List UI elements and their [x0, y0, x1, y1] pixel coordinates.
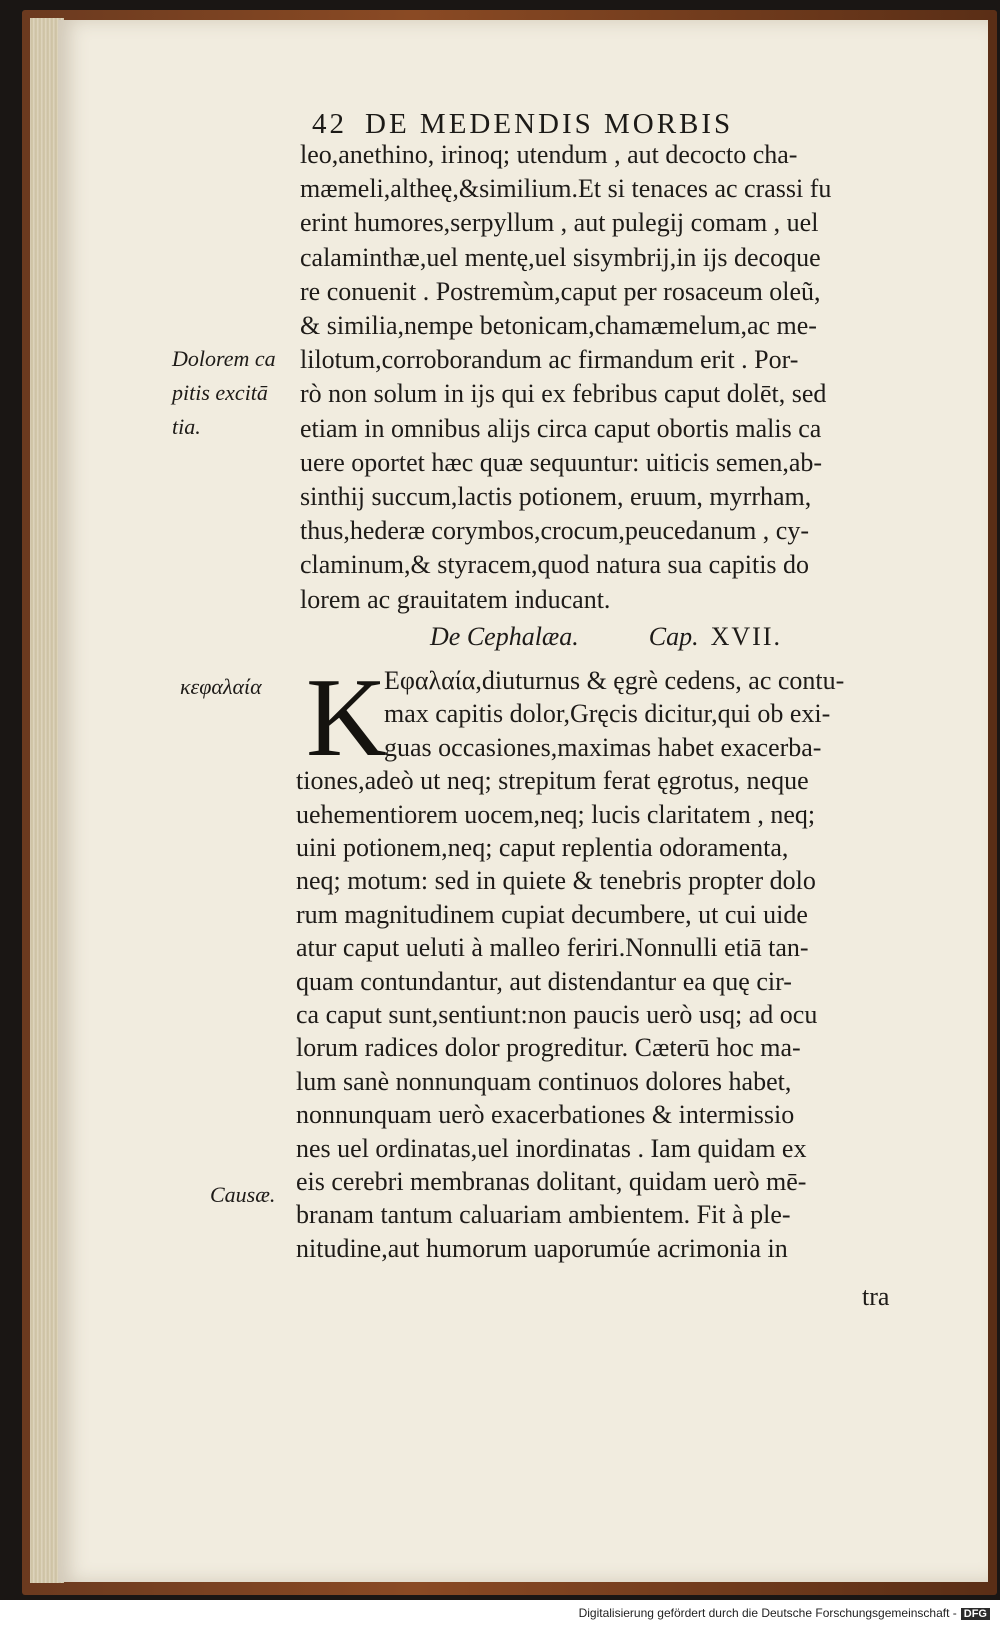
margin-note-causae: Causæ. [210, 1182, 276, 1207]
text-line: erint humores,serpyllum , aut pulegij comam , uel [300, 208, 819, 238]
chapter-title: De Cephalæa. [430, 622, 579, 651]
text-line: nonnunquam uerò exacerbationes & intermissio [296, 1100, 795, 1130]
text-line: tiones,adeò ut neq; strepitum ferat ęgrotus, neque [296, 766, 809, 796]
text-line: guas occasiones,maximas habet exacerba- [384, 732, 822, 762]
text-line: atur caput ueluti à malleo feriri.Nonnulli etiā tan- [296, 933, 809, 963]
margin-note-line: Dolorem ca [172, 346, 276, 371]
text-line: Εφαλαία,diuturnus & ęgrè cedens, ac contu- [384, 666, 845, 695]
text-line: lorem ac grauitatem inducant. [300, 584, 611, 614]
text-line: uini potionem,neq; caput replentia odoramenta, [296, 833, 789, 862]
text-line: lum sanè nonnunquam continuos dolores habet, [296, 1066, 792, 1096]
text-line: ca caput sunt,sentiunt:non paucis uerò usq; ad ocu [296, 1000, 818, 1029]
running-header [312, 108, 733, 141]
margin-note-line: tia. [172, 414, 201, 439]
text-line: leo,anethino, irinoq; utendum , aut decocto cha- [300, 140, 798, 169]
text-line: lorum radices dolor progreditur. Cæterū hoc ma- [296, 1033, 801, 1063]
text-line: nes uel ordinatas,uel inordinatas . Iam quidam ex [296, 1133, 807, 1163]
drop-cap-initial: K [306, 656, 387, 780]
catchword: tra [862, 1282, 890, 1311]
text-line: lilotum,corroborandum ac firmandum erit . Por- [300, 345, 799, 375]
running-title: DE MEDENDIS MORBIS [365, 108, 734, 140]
footer-text: Digitalisierung gefördert durch die Deutsche Forschungsgemeinschaft - [578, 1606, 957, 1620]
text-line: rò non solum in ijs qui ex febribus caput dolēt, sed [300, 379, 827, 409]
text-line: sinthij succum,lactis potionem, eruum, myrrham, [300, 482, 812, 511]
text-line: uehementiorem uocem,neq; lucis claritatem , neq; [296, 799, 816, 829]
digitization-footer [579, 1606, 990, 1620]
text-line: nitudine,aut humorum uaporumúe acrimonia in [296, 1233, 788, 1263]
text-line: max capitis dolor,Gręcis dicitur,qui ob exi- [384, 699, 831, 729]
text-line: calaminthæ,uel mentę,uel sisymbrij,in ijs decoque [300, 242, 821, 272]
dfg-logo: DFG [961, 1608, 990, 1620]
text-line: neq; motum: sed in quiete & tenebris propter dolo [296, 866, 816, 896]
margin-note-line: pitis excitā [172, 380, 268, 405]
margin-note-greek: κεφαλαία [180, 674, 262, 699]
text-line: mæmeli,altheę,&similium.Et si tenaces ac crassi fu [300, 174, 832, 204]
text-line: branam tantum caluariam ambientem. Fit à ple- [296, 1200, 791, 1230]
text-line: thus,hederæ corymbos,crocum,peucedanum , cy- [300, 516, 810, 546]
page-number: 42 [312, 108, 347, 140]
text-line: etiam in omnibus alijs circa caput obortis malis ca [300, 413, 822, 443]
text-line: re conuenit . Postremùm,caput per rosaceum oleũ, [300, 276, 821, 306]
text-line: & similia,nempe betonicam,chamæmelum,ac me- [300, 311, 817, 340]
text-line: eis cerebri membranas dolitant, quidam uerò mē- [296, 1167, 807, 1196]
chapter-number: XVII. [710, 622, 782, 651]
chapter-heading [430, 622, 782, 652]
chapter-cap-label: Cap. [648, 622, 699, 651]
text-line: uere oportet hæc quæ sequuntur: uiticis semen,ab- [300, 447, 823, 477]
text-line: rum magnitudinem cupiat decumbere, ut cui uide [296, 899, 808, 929]
text-line: claminum,& styracem,quod natura sua capitis do [300, 550, 810, 580]
text-line: quam contundantur, aut distendantur ea quę cir- [296, 966, 792, 996]
